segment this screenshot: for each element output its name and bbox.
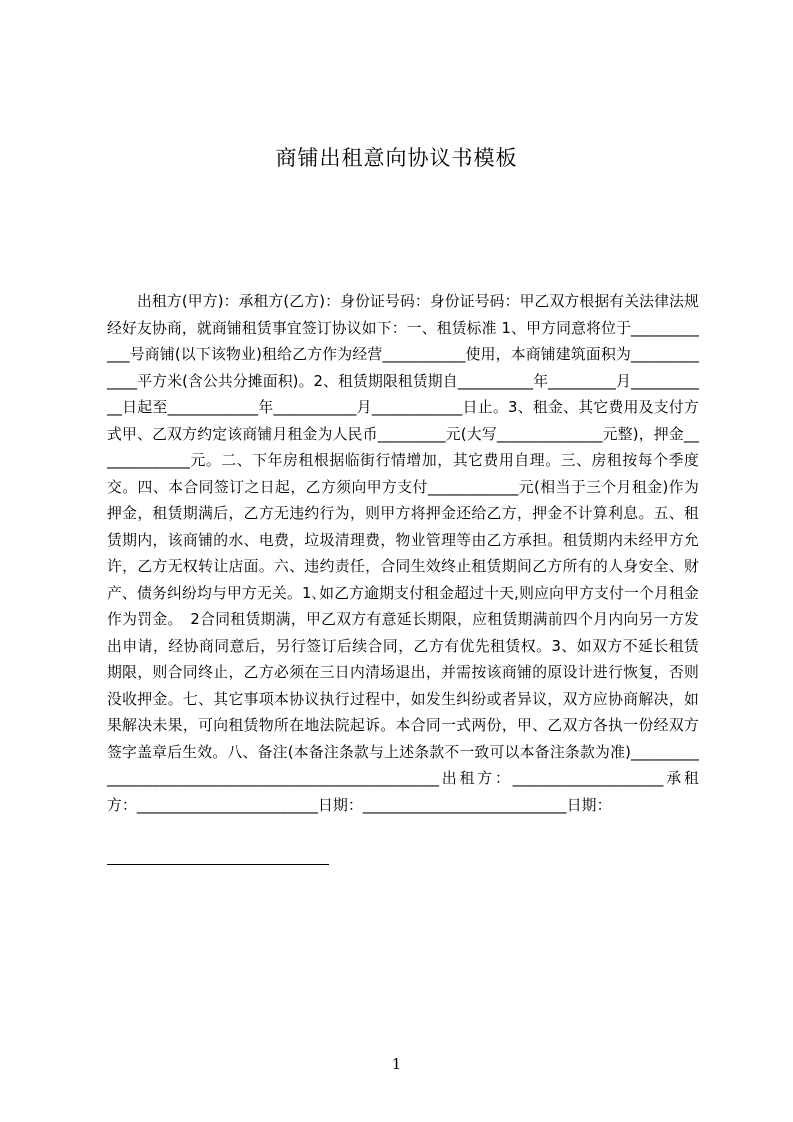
signature-date-line <box>107 864 329 865</box>
page-title: 商铺出租意向协议书模板 <box>275 146 518 170</box>
agreement-body-paragraph: 出租方(甲方)：承租方(乙方)：身份证号码：身份证号码：甲乙双方根据有关法律法规经好友协商，就商铺租赁事宜签订协议如下：一、租赁标准 1、甲方同意将位于____________号商铺(以下该物业)租给乙方作为经营___________使用，本商铺建筑面积为_____________平方米(含公共分摊面积)。2、租赁期限租赁期自__________年_________月___________日起至____________年___________月____________日止。3、租金、其它费用及支付方式甲、乙双方约定该商铺月租金为人民币_________元(大写______________元整)，押金_____________元。二、下年房租根据临街行情增加，其它费用自理。三、房租按每个季度交。四、本合同签订之日起，乙方须向甲方支付____________元(相当于三个月租金)作为押金，租赁期满后，乙方无违约行为，则甲方将押金还给乙方，押金不计算利息。五、租赁期内，该商铺的水、电费，垃圾清理费，物业管理等由乙方承担。租赁期内未经甲方允许，乙方无权转让店面。六、违约责任，合同生效终止租赁期间乙方所有的人身安全、财产、债务纠纷均与甲方无关。1､如乙方逾期支付租金超过十天,则应向甲方支付一个月租金作为罚金。 2合同租赁期满，甲乙双方有意延长期限，应租赁期满前四个月内向另一方发出申请，经协商同意后，另行签订后续合同，乙方有优先租赁权。3、如双方不延长租赁期限，则合同终止，乙方必须在三日内清场退出，并需按该商铺的原设计进行恢复，否则没收押金。七、其它事项本协议执行过程中，如发生纠纷或者异议，双方应协商解决，如果解决未果，可向租赁物所在地法院起诉。本合同一式两份，甲、乙双方各执一份经双方签字盖章后生效。八、备注(本备注条款与上述条款不一致可以本备注条款为准)_____________________________________________________出租方：____________________承租方：________________________日期：___________________________日期： <box>107 293 699 814</box>
page-number: 1 <box>391 1055 402 1073</box>
